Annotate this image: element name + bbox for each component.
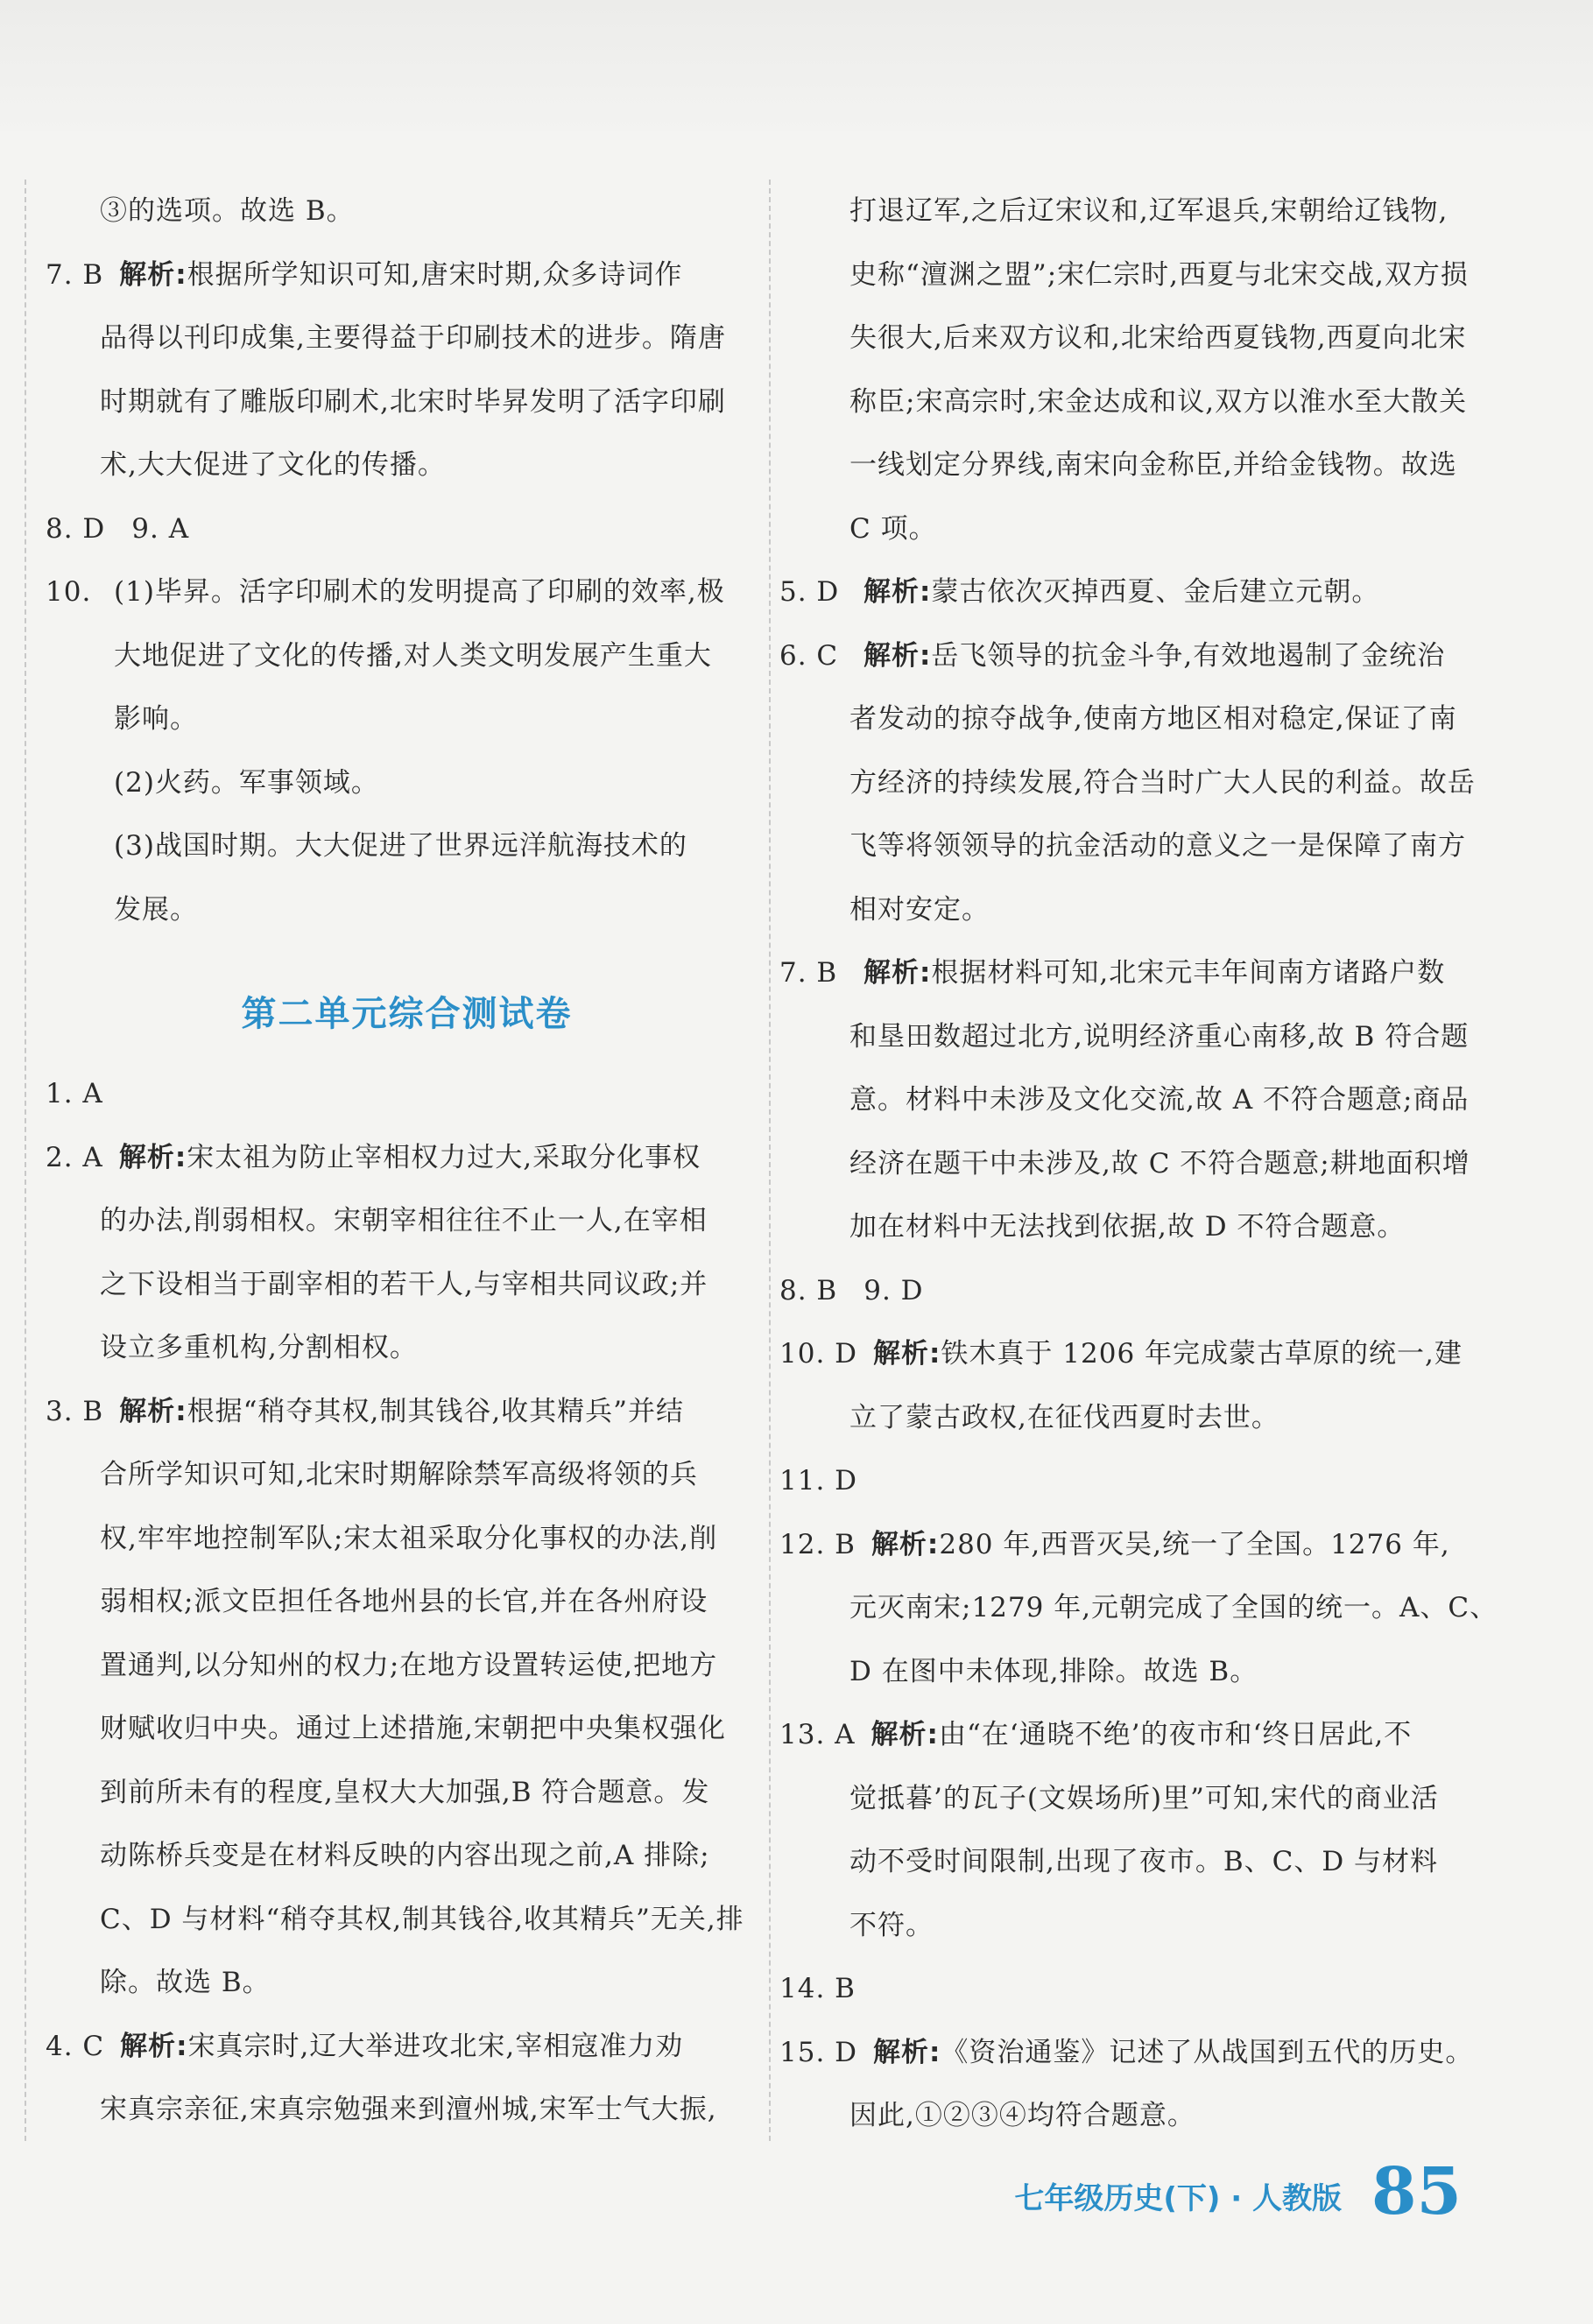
text-line: 觉抵暮’的瓦子(文娱场所)里”可知,宋代的商业活 — [849, 1782, 1439, 1814]
text-line: 根据材料可知,北宋元丰年间南方诸路户数 — [931, 957, 1446, 989]
answer-number: 13. A — [779, 1719, 856, 1750]
text-line: 财赋收归中央。通过上述措施,宋朝把中央集权强化 — [100, 1713, 726, 1744]
text-line: 铁木真于 1206 年完成蒙古草原的统一,建 — [941, 1338, 1463, 1370]
text-line: 之下设相当于副宰相的若干人,与宰相共同议政;并 — [100, 1268, 708, 1300]
text-line: (2)火药。军事领域。 — [114, 766, 379, 799]
page-top-band — [0, 0, 1593, 131]
answer-number: 5. D — [779, 576, 840, 608]
answer-12 — [779, 1513, 1506, 1577]
answer-10 — [46, 560, 768, 624]
text-line: 不符。 — [849, 1909, 934, 1941]
answer-number: 3. B — [46, 1395, 104, 1427]
book-title: 七年级历史(下) · 人教版 — [1014, 2181, 1343, 2216]
text-line: 方经济的持续发展,符合当时广大人民的利益。故岳 — [849, 766, 1476, 799]
answer-8-9 — [46, 497, 768, 561]
text-line: 根据“稍夺其权,制其钱谷,收其精兵”并结 — [187, 1395, 685, 1427]
text-line: 除。故选 B。 — [100, 1967, 271, 1998]
text-line: 置通判,以分知州的权力;在地方设置转运使,把地方 — [100, 1649, 718, 1681]
text-line: 因此,①②③④均符合题意。 — [849, 2100, 1195, 2131]
text-line: 大地促进了文化的传播,对人类文明发展产生重大 — [114, 639, 712, 672]
answer-number: 4. C — [46, 2030, 105, 2062]
text-line: 飞等将领领导的抗金活动的意义之一是保障了南方 — [849, 830, 1466, 862]
answer-1: 1. A — [46, 1078, 103, 1109]
text-line: 280 年,西晋灭吴,统一了全国。1276 年, — [939, 1528, 1450, 1560]
text-line: ③的选项。故选 B。 — [100, 195, 355, 227]
answer-number: 8. D — [46, 512, 106, 545]
text-line: 相对安定。 — [849, 893, 990, 926]
text-line: 宋真宗时,辽大举进攻北宋,宰相寇准力劝 — [187, 2030, 684, 2062]
answer-14: 14. B — [779, 1973, 856, 2004]
answer-number: 6. C — [779, 639, 839, 672]
text-line: (3)战国时期。大大促进了世界远洋航海技术的 — [114, 830, 687, 862]
text-line: 失很大,后来双方议和,北宋给西夏钱物,西夏向北宋 — [849, 322, 1467, 354]
analysis-label: 解析: — [863, 576, 932, 608]
text-line: 由“在‘通晓不绝’的夜市和‘终日居此,不 — [938, 1719, 1413, 1750]
text-line: 《资治通鉴》记述了从战国到五代的历史。 — [941, 2036, 1474, 2068]
answer-13 — [779, 1703, 1506, 1767]
analysis-label: 解析: — [873, 1338, 941, 1370]
answer-10 — [779, 1322, 1506, 1386]
text-line: 加在材料中无法找到依据,故 D 不符合题意。 — [849, 1211, 1406, 1243]
analysis-label: 解析: — [120, 2030, 188, 2062]
text-line: 术,大大促进了文化的传播。 — [100, 449, 446, 481]
text-line: 的办法,削弱相权。宋朝宰相往往不止一人,在宰相 — [100, 1205, 708, 1236]
text-line: 品得以刊印成集,主要得益于印刷技术的进步。隋唐 — [100, 322, 726, 354]
analysis-label: 解析: — [873, 2036, 941, 2068]
text-line: 宋太祖为防止宰相权力过大,采取分化事权 — [187, 1141, 701, 1173]
right-column — [769, 180, 1506, 2141]
answer-number: 15. D — [779, 2036, 858, 2068]
answer-number: 8. B — [779, 1274, 838, 1306]
answer-number: 2. A — [46, 1141, 103, 1173]
analysis-label: 解析: — [863, 957, 932, 989]
answer-number: 9. A — [131, 512, 190, 545]
text-line: 意。材料中未涉及文化交流,故 A 不符合题意;商品 — [849, 1084, 1470, 1116]
text-line: 合所学知识可知,北宋时期解除禁军高级将领的兵 — [100, 1459, 698, 1490]
text-line: 发展。 — [114, 893, 198, 926]
text-line: 元灭南宋;1279 年,元朝完成了全国的统一。A、C、 — [849, 1592, 1498, 1623]
text-line: 权,牢牢地控制军队;宋太祖采取分化事权的办法,削 — [100, 1522, 718, 1554]
text-line: 史称“澶渊之盟”;宋仁宗时,西夏与北宋交战,双方损 — [849, 258, 1469, 291]
text-line: 影响。 — [114, 703, 198, 735]
answer-number: 10. — [46, 576, 92, 608]
analysis-label: 解析: — [871, 1719, 939, 1750]
text-line: 时期就有了雕版印刷术,北宋时毕昇发明了活字印刷 — [100, 385, 726, 418]
answer-6 — [779, 624, 1506, 688]
answer-15 — [779, 2021, 1506, 2085]
answer-3 — [46, 1380, 768, 1444]
text-line: 称臣;宋高宗时,宋金达成和议,双方以淮水至大散关 — [849, 385, 1468, 418]
answer-4 — [46, 2015, 768, 2079]
analysis-label: 解析: — [871, 1528, 940, 1560]
text-line: (1)毕昇。活字印刷术的发明提高了印刷的效率,极 — [114, 576, 725, 608]
analysis-label: 解析: — [119, 258, 187, 291]
text-line: 弱相权;派文臣担任各地州县的长官,并在各州府设 — [100, 1586, 708, 1617]
answer-number: 7. B — [46, 258, 104, 291]
section-title: 第二单元综合测试卷 — [241, 994, 573, 1034]
text-line: 动不受时间限制,出现了夜市。B、C、D 与材料 — [849, 1846, 1439, 1877]
analysis-label: 解析: — [118, 1141, 187, 1173]
text-line: 动陈桥兵变是在材料反映的内容出现之前,A 排除; — [100, 1840, 710, 1871]
answer-2 — [46, 1126, 768, 1190]
text-line: 一线划定分界线,南宋向金称臣,并给金钱物。故选 — [849, 449, 1457, 481]
page-number: 85 — [1371, 2154, 1462, 2229]
text-line: 者发动的掠夺战争,使南方地区相对稳定,保证了南 — [849, 703, 1457, 735]
answer-7 — [46, 243, 768, 307]
text-line: 根据所学知识可知,唐宋时期,众多诗词作 — [187, 258, 683, 291]
text-line: C、D 与材料“稍夺其权,制其钱谷,收其精兵”无关,排 — [100, 1903, 744, 1935]
text-line: 打退辽军,之后辽宋议和,辽军退兵,宋朝给辽钱物, — [849, 195, 1449, 227]
text-line: 经济在题干中未涉及,故 C 不符合题意;耕地面积增 — [849, 1147, 1470, 1180]
answer-8-9 — [779, 1259, 1506, 1323]
analysis-label: 解析: — [863, 639, 932, 672]
answer-number: 12. B — [779, 1528, 856, 1560]
answer-7 — [779, 941, 1506, 1005]
answer-5 — [779, 560, 1506, 624]
text-line: 蒙古依次灭掉西夏、金后建立元朝。 — [931, 576, 1380, 608]
text-line: 立了蒙古政权,在征伐西夏时去世。 — [849, 1401, 1279, 1433]
analysis-label: 解析: — [119, 1395, 187, 1427]
left-column — [25, 180, 768, 2141]
text-line: 宋真宗亲征,宋真宗勉强来到澶州城,宋军士气大振, — [100, 2094, 717, 2125]
answer-number: 9. D — [863, 1274, 924, 1306]
text-line: C 项。 — [849, 512, 937, 545]
text-line: 到前所未有的程度,皇权大大加强,B 符合题意。发 — [100, 1776, 710, 1808]
text-line: 设立多重机构,分割相权。 — [100, 1332, 418, 1363]
text-line: 和垦田数超过北方,说明经济重心南移,故 B 符合题 — [849, 1020, 1470, 1053]
answer-number: 10. D — [779, 1338, 858, 1370]
answer-11: 11. D — [779, 1465, 858, 1497]
text-line: D 在图中未体现,排除。故选 B。 — [849, 1655, 1258, 1687]
answer-number: 7. B — [779, 957, 838, 989]
text-line: 岳飞领导的抗金斗争,有效地遏制了金统治 — [931, 639, 1446, 672]
page-footer — [1014, 2154, 1462, 2229]
